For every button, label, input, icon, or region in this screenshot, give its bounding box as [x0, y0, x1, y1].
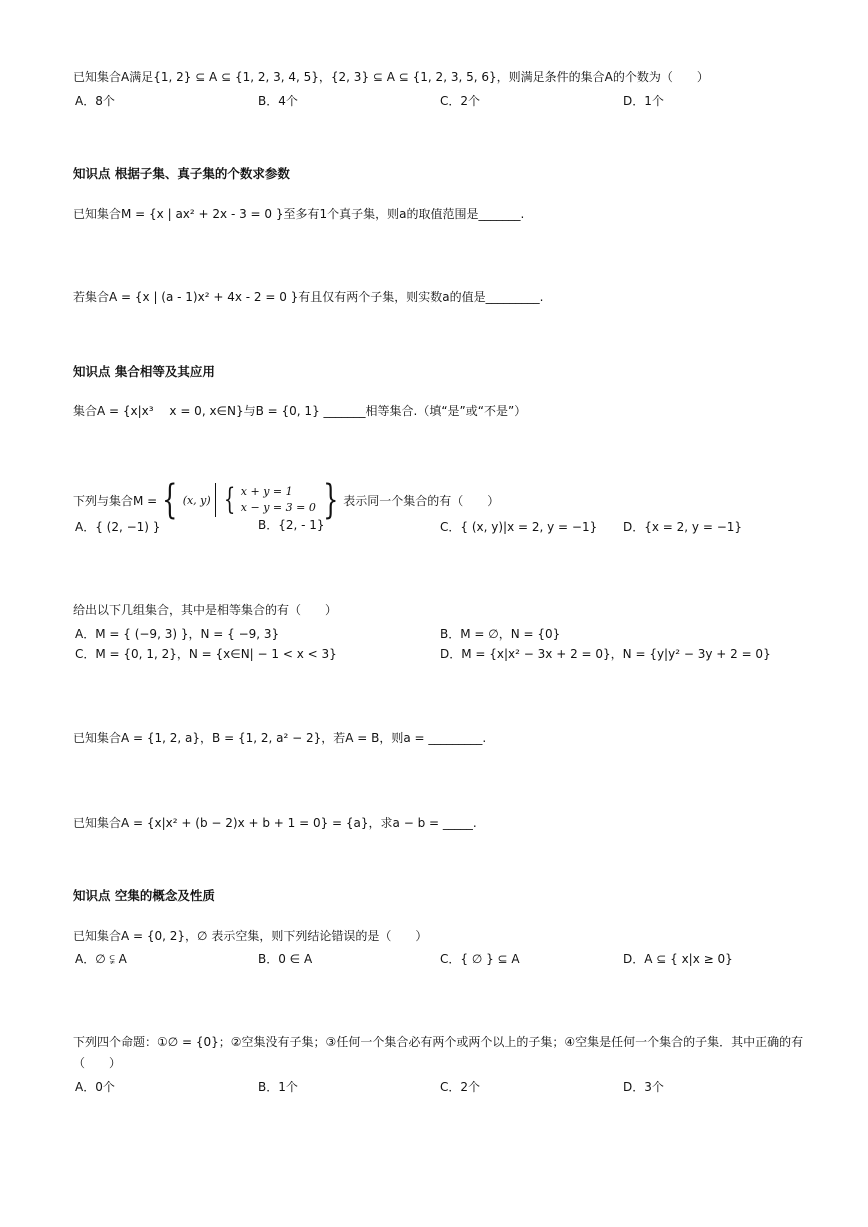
q9-option-a: A．∅ ⫋ A: [75, 952, 127, 966]
q9-option-c: C．{ ∅ } ⊆ A: [440, 952, 520, 966]
q5-suffix: 表示同一个集合的有（ ）: [343, 493, 500, 508]
question-10-stem-continued: （ ）: [73, 1056, 122, 1070]
q5-option-a: A．{ (2, −1) }: [75, 520, 161, 534]
q5-option-c: C．{ (x, y)|x = 2, y = −1}: [440, 520, 598, 534]
question-10-stem: 下列四个命题：①∅ = {0}；②空集没有子集；③任何一个集合必有两个或两个以上的子集；④空集是任何一个集合的子集．其中正确的有: [73, 1035, 804, 1049]
q9-option-d: D．A ⊆ { x|x ≥ 0}: [623, 952, 733, 966]
question-1-stem: 已知集合A满足{1, 2} ⊆ A ⊆ {1, 2, 3, 4, 5}，{2, 3} ⊆ A ⊆ {1, 2, 3, 5, 6}，则满足条件的集合A的个数为（ ）: [73, 70, 709, 84]
system-brace: {: [223, 482, 235, 517]
q1-option-d: D．1个: [623, 94, 664, 108]
q5-equation-1: x + y = 1: [240, 485, 293, 498]
q9-option-b: B．0 ∈ A: [258, 952, 313, 966]
q5-prefix: 下列与集合M =: [73, 493, 158, 508]
section-heading-2: 知识点 集合相等及其应用: [73, 364, 215, 379]
set-builder-bar: [215, 483, 216, 517]
question-8-stem: 已知集合A = {x|x² + (b − 2)x + b + 1 = 0} = {a}，求a − b = _____.: [73, 816, 477, 830]
q5-option-d: D．{x = 2, y = −1}: [623, 520, 743, 534]
left-brace: {: [162, 477, 178, 523]
q10-option-d: D．3个: [623, 1080, 664, 1094]
q6-option-b: B．M = ∅，N = {0}: [440, 627, 561, 641]
question-3-stem: 若集合A = {x | (a - 1)x² + 4x - 2 = 0 }有且仅有两个子集，则实数a的值是_________.: [73, 290, 544, 304]
question-2-stem: 已知集合M = {x | ax² + 2x - 3 = 0 }至多有1个真子集，则a的取值范围是_______.: [73, 207, 525, 221]
q6-option-d: D．M = {x|x² − 3x + 2 = 0}，N = {y|y² − 3y + 2 = 0}: [440, 647, 771, 661]
q5-equation-2: x − y = 3 = 0: [240, 501, 316, 514]
section-heading-1: 知识点 根据子集、真子集的个数求参数: [73, 166, 290, 181]
q10-option-c: C．2个: [440, 1080, 481, 1094]
question-7-stem: 已知集合A = {1, 2, a}，B = {1, 2, a² − 2}，若A = B，则a = _________.: [73, 731, 487, 745]
q6-option-a: A．M = { (−9, 3) }，N = { −9, 3}: [75, 627, 280, 641]
q5-option-b: B．{2, - 1}: [258, 518, 325, 532]
q1-option-a: A．8个: [75, 94, 115, 108]
section-heading-3: 知识点 空集的概念及性质: [73, 888, 215, 903]
q10-option-a: A．0个: [75, 1080, 115, 1094]
question-9-stem: 已知集合A = {0, 2}，∅ 表示空集，则下列结论错误的是（ ）: [73, 929, 428, 943]
q5-set-variable: (x, y): [182, 493, 211, 507]
q10-option-b: B．1个: [258, 1080, 298, 1094]
right-brace: }: [322, 477, 339, 523]
equation-system: [241, 484, 316, 516]
question-5-stem: [73, 477, 500, 523]
q1-option-b: B．4个: [258, 94, 298, 108]
q1-option-c: C．2个: [440, 94, 481, 108]
question-4-stem: 集合A = {x|x³ x = 0, x∈N}与B = {0, 1} _______相等集合.（填“是”或“不是”）: [73, 404, 527, 418]
q6-option-c: C．M = {0, 1, 2}，N = {x∈N| − 1 < x < 3}: [75, 647, 337, 661]
question-6-stem: 给出以下几组集合，其中是相等集合的有（ ）: [73, 603, 338, 617]
